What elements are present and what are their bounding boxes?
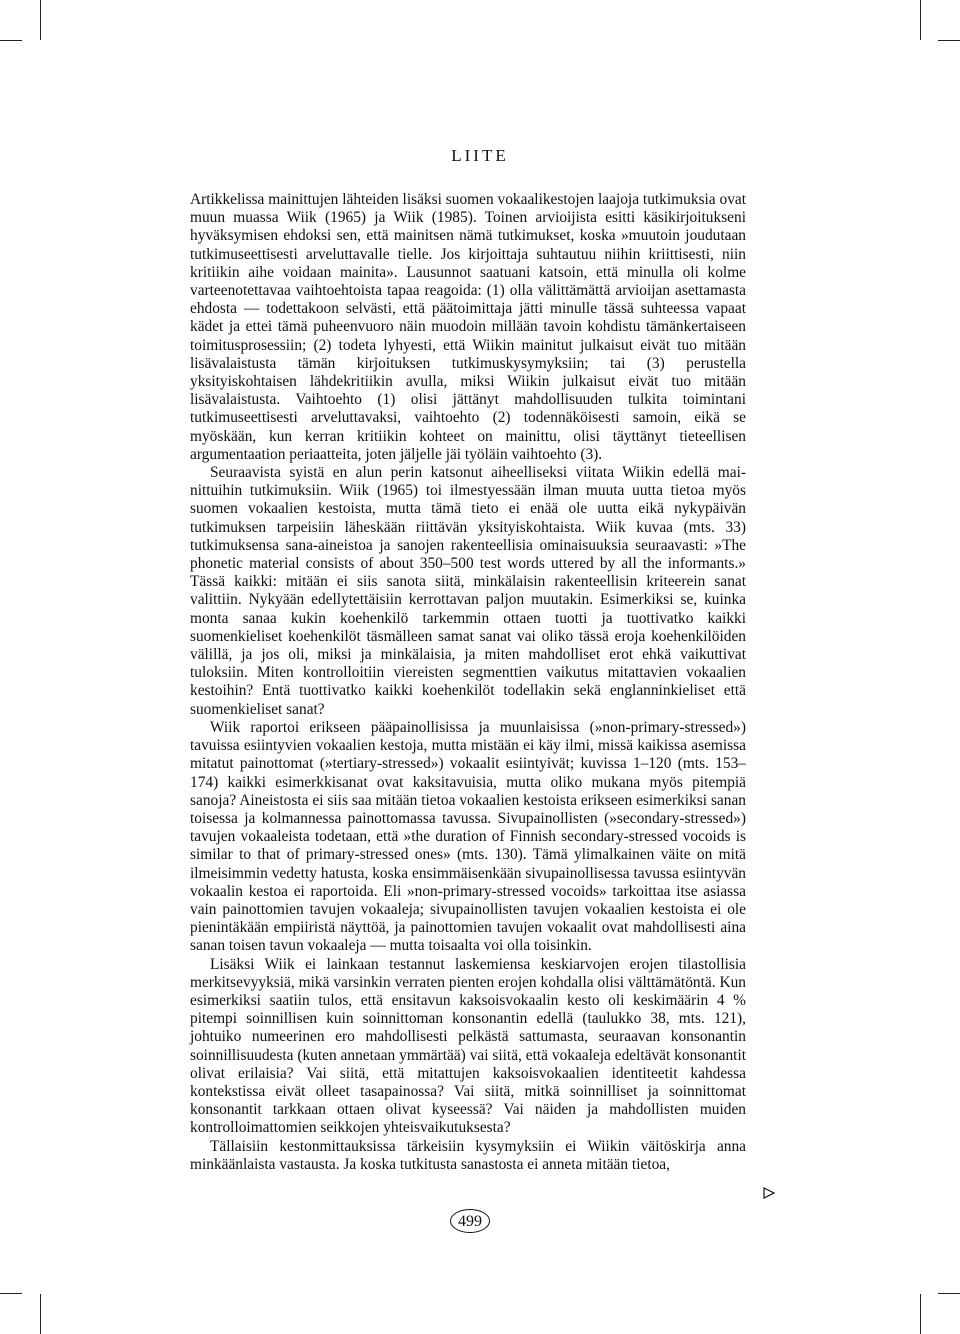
paragraph: Artikkelissa mainittujen lähteiden lisäksi suomen vokaalikestojen laajoja tutkimuksia ovat muun muassa Wiik (1965) ja Wiik (1985). Toinen arvioijista esitti käsikirjoitukseni hyväksymisen ehdoksi sen, että mainitsen nämä tutkimukset, koska »muutoin joudutaan tutkimuseettisesti arveluttavalle tielle. Jos kirjoittaja suhtautuu niihin kriittisesti, niin kritiikin aihe voidaan mainita». Lausunnot saatuani katsoin, että minulla oli kolme varteenotettavaa vaihtoehtoista tapaa reagoida: (1) olla välittämättä arvioijan asettamasta ehdosta — todettakoon selvästi, että päätoimittaja jätti minulle tässä suhteessa vapaat kädet ja ettei tämä puheenvuoro näin muodoin millään tavoin kohdistu tämänkertaiseen toimitusprosessiin; (2) todeta lyhyesti, että Wiikin mainitut julkaisut eivät tuo mitään lisävalaistusta tämän kirjoituksen tutkimuskysymyksiin; tai (3) perustella yksityiskohtaisen lähdekritiikin avulla, miksi Wiikin julkaisut eivät tuo mitään lisävalaistusta. Vaihtoehto (1) olisi jättänyt mahdollisuuden tulkita toimintani tutkimuseettisesti arveluttavaksi, vaihtoehto (2) todennäköisesti samoin, eikä se myöskään, kun kerran kritiikin kohteet on mainittu, olisi täyttänyt tieteellisen argumentaation periaatteita, joten jäljelle jäi työläin vaihtoehto (3).	[190, 191, 746, 463]
page-number-badge	[449, 1208, 491, 1234]
page-number: 499	[458, 1213, 482, 1230]
crop-mark	[938, 40, 960, 41]
crop-mark	[0, 40, 22, 41]
paragraph: Seuraavista syistä en alun perin katsonut aiheelliseksi viitata Wiikin edellä mainittuihin tutkimuksiin. Wiik (1965) toi ilmestyessään ilman muuta uutta tietoa myös suomen vokaalien kestoista, mutta tämä tieto ei enää ole uutta eikä nykypäivän tutkimuksen tarpeisiin läheskään riittävän yksityiskohtaista. Wiik kuvaa (mts. 33) tutkimuksensa sana-aineistoa ja sanojen rakenteellisia ominaisuuksia seuraavasti: »The phonetic material consists of about 350–500 test words uttered by all the informants.» Tässä kaikki: mitään ei siis sanota siitä, minkälaisin rakenteellisin kriteerein sanat valittiin. Nykyään edellytettäisiin kerrottavan paljon muutakin. Esimerkiksi se, kuinka monta sanaa kukin koehenkilö tarkemmin ottaen tuotti ja tuottivatko kaikki suomenkieliset koehenkilöt täsmälleen samat sanat vai oliko tässä eroja koehenkilöiden välillä, ja jos oli, miksi ja minkälaisia, ja miten mahdolliset erot ehkä vaikuttivat tuloksiin. Miten kontrolloitiin viereisten segmenttien vaikutus mitattavien vokaalien kestoihin? Entä tuottivatko kaikki koehenkilöt todellakin sekä englanninkieliset että suomenkieliset sanat?	[190, 464, 746, 718]
crop-mark	[40, 0, 41, 40]
crop-mark	[40, 1294, 41, 1334]
page-number-oval	[449, 1208, 491, 1234]
crop-mark	[920, 0, 921, 40]
paragraph: Lisäksi Wiik ei lainkaan testannut laskemiensa keskiarvojen erojen tilastollisia merkitsevyyksiä, mikä varsinkin verraten pienten erojen kohdalla olisi välttämätöntä. Kun esimerkiksi saatiin tulos, että ensitavun kaksoisvokaalin kesto oli keskimäärin 4 % pitempi soinnillisen kuin soinnittoman konsonantin edellä (taulukko 38, mts. 121), johtuiko numeerinen ero mahdollisesti pelkästä sattumasta, seuraavan konsonantin soinnillisuudesta (kuten annetaan ymmärtää) vai siitä, että vokaaleja edeltävät konsonantit olivat erilaisia? Vai siitä, että mitattujen kaksoisvokaalien identiteetit kahdessa kontekstissa eivät olleet tasapainossa? Vai siitä, mitkä soinnilliset ja soinnittomat konsonantit tarkkaan ottaen olivat kyseessä? Vai näiden ja mahdollisten muiden kontrolloimattomien seikkojen yhteisvaikutuksesta?	[190, 955, 746, 1137]
body-text	[190, 191, 746, 1174]
crop-mark	[0, 1293, 22, 1294]
paragraph: Wiik raportoi erikseen pääpainollisissa ja muunlaisissa (»non-primary-stressed») tavuissa esiintyvien vokaalien kestoja, mutta mistään ei käy ilmi, missä kaikissa asemissa mitatut painottomat (»tertiary-stressed») vokaalit esiintyivät; kuvissa 1–120 (mts. 153–174) kaikki esimerkkisanat ovat kaksitavuisia, mutta oliko mukana myös pitempiä sanoja? Aineistosta ei siis saa mitään tietoa vokaalien kestoista erikseen esimerkiksi sanan toisessa ja kolmannessa painottomassa tavussa. Sivupainollisten (»secondary-stressed») tavujen vokaaleista todetaan, että »the duration of Finnish secondary-stressed vocoids is similar to that of primary-stressed ones» (mts. 130). Tämä ylimalkainen väite on mitä ilmeisimmin vedetty hatusta, koska ensimmäisenkään sivupainollisessa tavussa esiintyvän vokaalin kestoa ei raportoida. Eli »non-primary-stressed vocoids» tarkoittaa itse asiassa vain painottomien tavujen vokaaleja; sivupainollisten tavujen vokaalien kestoista ei ole pienintäkään empiiristä näyttöä, ja painottomien tavujen vokaalit ovat mahdollisesti aina sanan toisen tavun vokaaleja — mutta toisaalta voi olla toisinkin.	[190, 718, 746, 955]
crop-mark	[920, 1294, 921, 1334]
triangle-right-icon	[762, 1186, 776, 1200]
paragraph: Tällaisiin kestonmittauksissa tärkeisiin kysymyksiin ei Wiikin väitöskirja anna minkäänlaista vastausta. Ja koska tutkitusta sanastosta ei anneta mitään tietoa,	[190, 1137, 746, 1173]
page-heading: LIITE	[451, 146, 509, 165]
crop-mark	[938, 1293, 960, 1294]
